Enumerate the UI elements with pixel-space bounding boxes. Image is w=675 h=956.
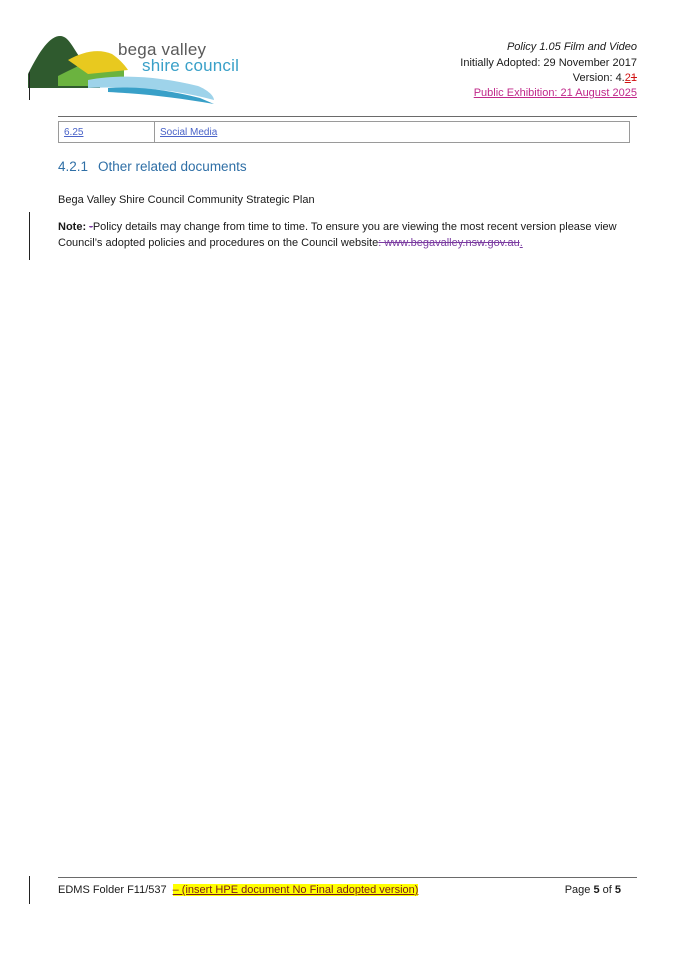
page-total: 5 — [614, 884, 621, 896]
version-inserted: 2 — [624, 72, 631, 84]
initially-adopted: Initially Adopted: 29 November 2017 — [460, 57, 637, 69]
note-paragraph — [58, 219, 628, 251]
related-policies-table — [58, 121, 630, 143]
table-cell-title[interactable] — [155, 122, 630, 143]
policy-title-link[interactable]: Social Media — [160, 126, 218, 138]
change-bar-header — [29, 72, 30, 100]
note-text: Policy details may change from time to time. To ensure you are viewing the most recent version please view Council’s adopted policies and procedures on the Council website — [58, 221, 617, 249]
logo-wordmark-line1: bega valley — [118, 40, 207, 59]
policy-title: Policy 1.05 Film and Video — [506, 41, 637, 53]
header-divider — [58, 116, 637, 117]
change-bar-footer — [29, 876, 30, 904]
table-row — [59, 122, 630, 143]
change-bar-note — [29, 212, 30, 260]
strategic-plan-text: Bega Valley Shire Council Community Strategic Plan — [58, 194, 315, 206]
note-label: Note: — [58, 221, 87, 233]
logo-wordmark-line2: shire council — [142, 56, 240, 75]
version-line — [573, 71, 637, 86]
version-prefix: Version: 4. — [572, 72, 625, 84]
footer-highlight: – (insert HPE document No Final adopted version) — [172, 884, 419, 896]
section-number: 4.2.1 — [58, 159, 89, 174]
page-of: of — [599, 884, 615, 896]
page-number — [565, 884, 621, 896]
version-deleted: 1 — [630, 72, 637, 84]
page-prefix: Page — [564, 884, 594, 896]
footer-divider — [58, 877, 637, 878]
note-deleted-link[interactable]: : www.begavalley.nsw.gov.au — [378, 237, 520, 249]
policy-number-link[interactable]: 6.25 — [64, 126, 84, 138]
footer-left — [58, 884, 418, 896]
table-cell-number[interactable] — [59, 122, 155, 143]
note-inserted: . — [519, 237, 523, 249]
section-title: Other related documents — [98, 159, 247, 174]
note-deleted-char: - — [89, 221, 93, 233]
edms-folder: EDMS Folder F11/537 — [58, 884, 167, 896]
public-exhibition: Public Exhibition: 21 August 2025 — [473, 87, 637, 99]
section-heading — [58, 159, 247, 174]
page-current: 5 — [593, 884, 600, 896]
